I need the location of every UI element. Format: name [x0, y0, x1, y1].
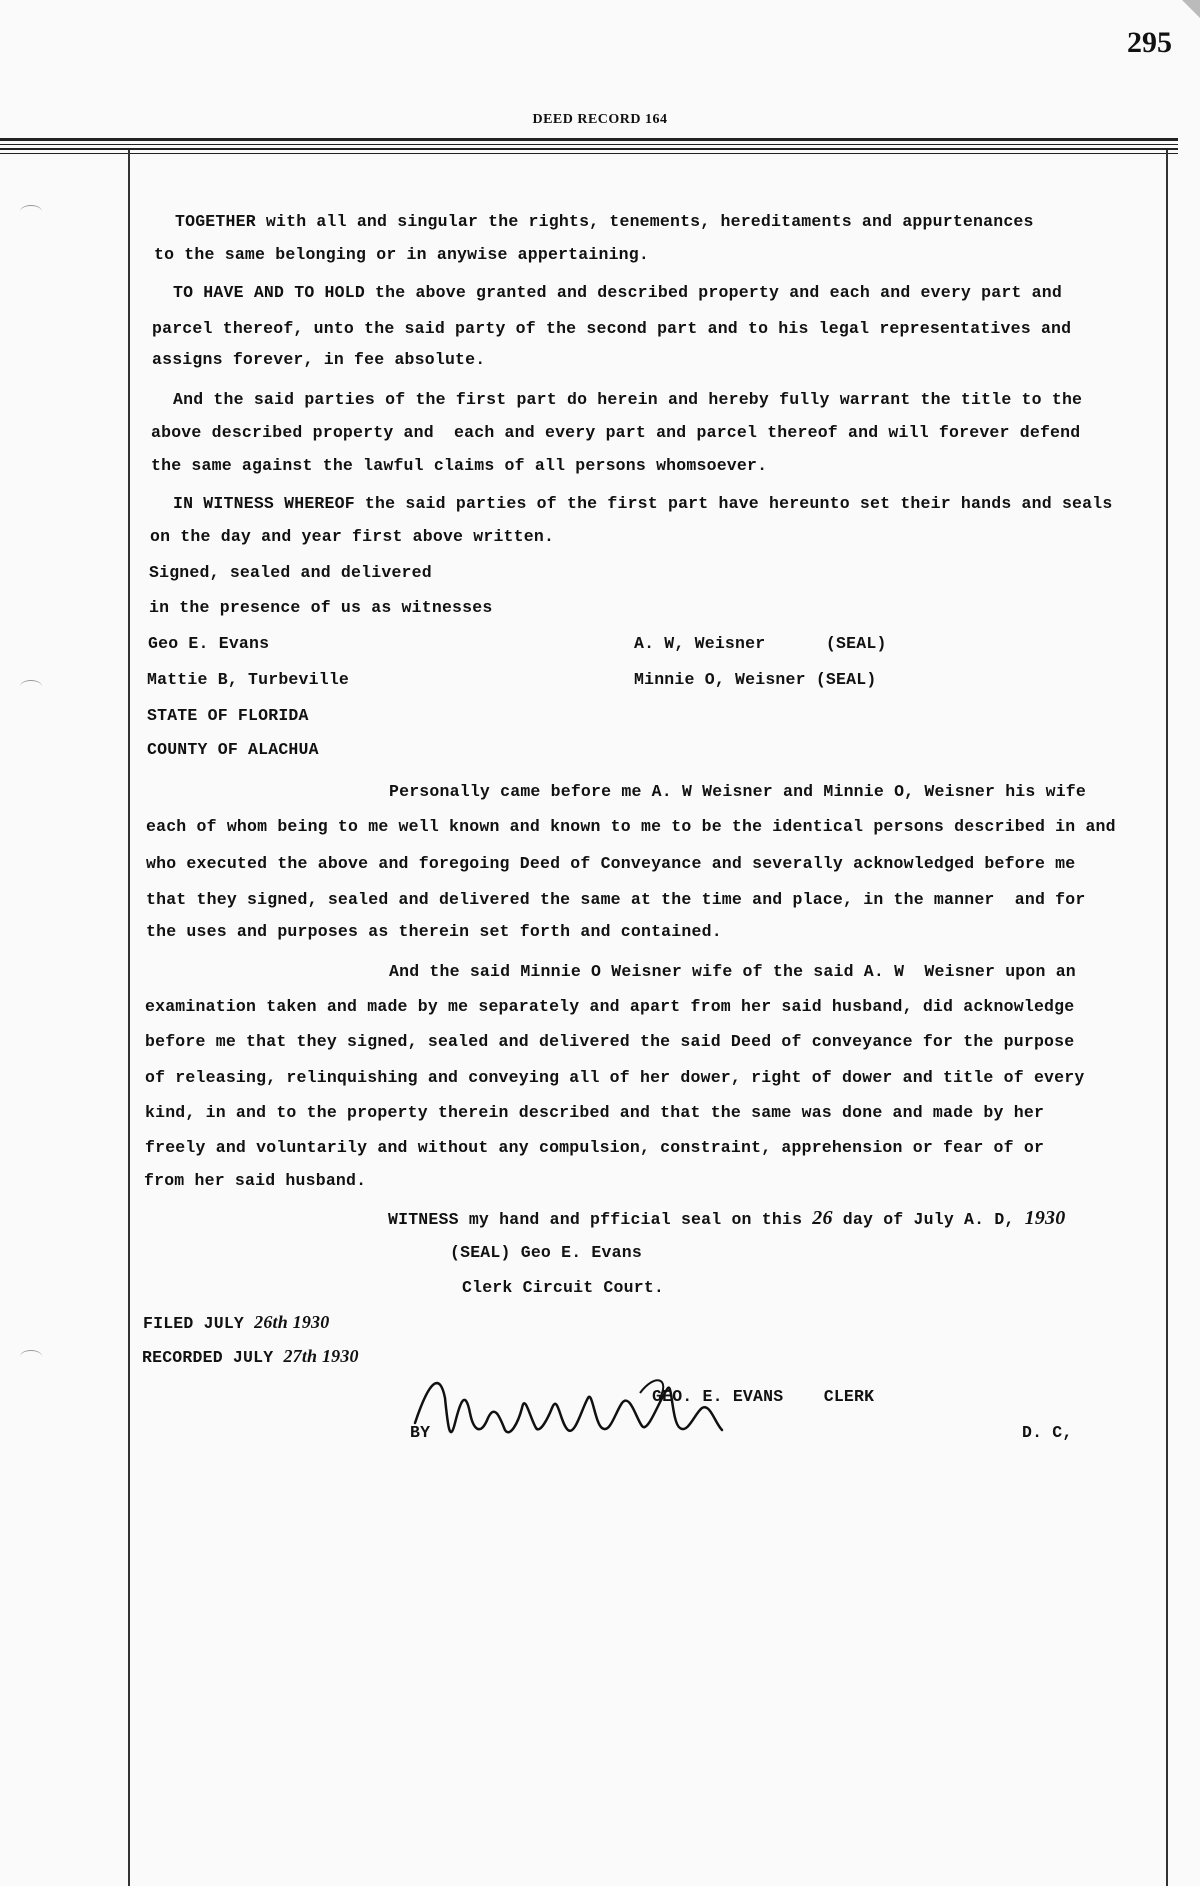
header-rule: [0, 138, 1178, 141]
filed-date: 26th 1930: [254, 1312, 330, 1332]
handwritten-signature: [410, 1368, 740, 1458]
text-line: of releasing, relinquishing and conveying all of her dower, right of dower and title of every: [145, 1068, 1085, 1087]
witness-name: Mattie B, Turbeville: [147, 670, 350, 689]
witness-clause: [388, 1207, 1065, 1230]
venue-county: COUNTY OF ALACHUA: [147, 740, 319, 759]
header-rule: [0, 148, 1178, 150]
text-line: Personally came before me A. W Weisner and Minnie O, Weisner his wife: [389, 782, 1087, 801]
witness-year: 1930: [1024, 1207, 1066, 1229]
left-margin-line: [128, 150, 130, 1886]
text-line: in the presence of us as witnesses: [149, 598, 493, 617]
witness-day: 26: [812, 1207, 833, 1229]
witness-name: Geo E. Evans: [148, 634, 270, 653]
binder-hole: [20, 1350, 42, 1363]
page-number: 295: [1127, 26, 1172, 59]
text-line: Signed, sealed and delivered: [149, 563, 432, 582]
clerk-seal-line: (SEAL) Geo E. Evans: [450, 1243, 642, 1262]
binder-hole: [20, 205, 42, 218]
text-line: IN WITNESS WHEREOF the said parties of the first part have hereunto set their hands and seals: [173, 494, 1113, 513]
text-line: kind, in and to the property therein described and that the same was done and made by her: [145, 1103, 1045, 1122]
record-title: DEED RECORD 164: [532, 112, 668, 127]
recorded-date: 27th 1930: [283, 1346, 359, 1366]
grantor-signature: A. W, Weisner (SEAL): [634, 634, 887, 653]
text-line: TOGETHER with all and singular the rights, tenements, hereditaments and appurtenances: [175, 212, 1034, 231]
text-line: the uses and purposes as therein set forth and contained.: [146, 922, 722, 941]
text-line: examination taken and made by me separately and apart from her said husband, did acknowledge: [145, 997, 1075, 1016]
text-line: above described property and each and every part and parcel thereof and will forever defend: [151, 423, 1081, 442]
text-line: on the day and year first above written.: [150, 527, 555, 546]
filed-line: [143, 1312, 329, 1333]
dc-label: D. C,: [1022, 1423, 1073, 1442]
text-line: parcel thereof, unto the said party of the second part and to his legal representatives and: [152, 319, 1072, 338]
text-line: before me that they signed, sealed and delivered the said Deed of conveyance for the purpose: [145, 1032, 1075, 1051]
text-line: who executed the above and foregoing Deed of Conveyance and severally acknowledged before me: [146, 854, 1076, 873]
witness-clause-date: day of July A. D,: [842, 1210, 1015, 1229]
text-line: freely and voluntarily and without any compulsion, constraint, apprehension or fear of or: [145, 1138, 1045, 1157]
text-line: And the said Minnie O Weisner wife of the said A. W Weisner upon an: [389, 962, 1076, 981]
text-line: that they signed, sealed and delivered the same at the time and place, in the manner and for: [146, 890, 1086, 909]
recorded-line: [142, 1346, 359, 1367]
text-line: from her said husband.: [144, 1171, 367, 1190]
header-rule: [0, 144, 1178, 145]
grantor-signature: Minnie O, Weisner (SEAL): [634, 670, 877, 689]
venue-state: STATE OF FLORIDA: [147, 706, 309, 725]
right-margin-line: [1166, 150, 1168, 1886]
header-rule: [0, 153, 1178, 154]
clerk-title-line: Clerk Circuit Court.: [462, 1278, 665, 1297]
witness-clause-text: WITNESS my hand and pfficial seal on this: [388, 1210, 803, 1229]
binder-hole: [20, 680, 42, 693]
text-line: And the said parties of the first part do herein and hereby fully warrant the title to the: [173, 390, 1083, 409]
text-line: assigns forever, in fee absolute.: [152, 350, 486, 369]
recorded-label: RECORDED JULY: [142, 1348, 274, 1367]
clerk-name: GEO. E. EVANS CLERK: [652, 1387, 875, 1406]
by-label: BY: [410, 1423, 431, 1442]
filed-label: FILED JULY: [143, 1314, 245, 1333]
text-line: TO HAVE AND TO HOLD the above granted and described property and each and every part and: [173, 283, 1062, 302]
text-line: each of whom being to me well known and known to me to be the identical persons described in and: [146, 817, 1116, 836]
text-line: the same against the lawful claims of all persons whomsoever.: [151, 456, 768, 475]
page-corner: [1182, 0, 1200, 18]
text-line: to the same belonging or in anywise appertaining.: [154, 245, 649, 264]
